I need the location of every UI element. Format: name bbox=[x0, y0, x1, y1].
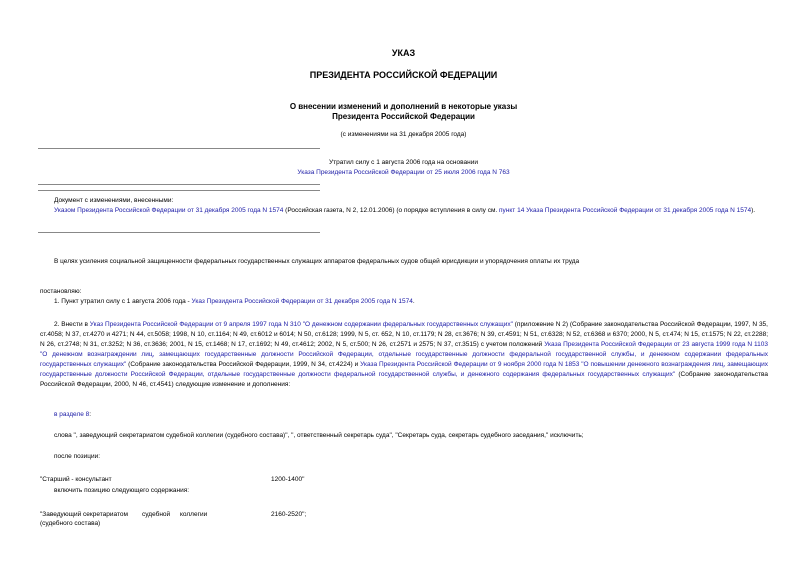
after-position-label: после позиции: bbox=[54, 453, 101, 460]
doc-issuer: ПРЕЗИДЕНТА РОССИЙСКОЙ ФЕДЕРАЦИИ bbox=[309, 70, 498, 80]
paragraph-2-link-3[interactable]: Указа Президента Российской Федерации от 9 ноября 2000 года N 1853 "О повышении денежного вознаграждения лиц, замещающих государственные должности Российской Федерации, отдельные государственные должности федеральной государственной службы, и денежного содержания федеральных государственных служащих" bbox=[40, 361, 768, 378]
changes-text-1: (Российская газета, N 2, 12.01.2006) (о порядке вступления в силу см. bbox=[283, 207, 500, 214]
paragraph-2-link-1[interactable]: Указ Президента Российской Федерации от 9 апреля 1997 года N 310 "О денежном содержании федеральных государственных служащих" bbox=[89, 321, 513, 328]
include-position-label: включить позицию следующего содержания: bbox=[54, 487, 190, 494]
section-8-link[interactable]: в разделе 8 bbox=[54, 411, 90, 418]
words-to-remove: слова ", заведующий секретариатом судебной коллегии (судебного состава)", ", ответственный секретарь суда", "Секретарь суда, секретарь судебного заседания," исключить; bbox=[54, 432, 584, 439]
position-2-name-b: судебной bbox=[142, 511, 171, 518]
divider bbox=[38, 148, 320, 149]
paragraph-2-link-2[interactable]: Указа Президента Российской Федерации от 23 августа 1999 года N 1103 "О денежном вознаграждении лиц, замещающих государственные должности Российской Федерации, отдельные государственные должности федеральной государственной службы, и денежном содержании федеральных государственных служащих" bbox=[40, 341, 768, 368]
section-reference bbox=[54, 410, 91, 420]
doc-heading-line1: О внесении изменений и дополнений в некоторые указы bbox=[289, 102, 518, 111]
paragraph-2-text-b: (приложение N 2) (Собрание законодательства Российской Федерации, 1997, N 35, ст.4058; N 37, ст.4270 и 4271; N 44, ст.5058; 1998, N 10, ст.1164; N 49, ст.6012 и 6014; N 50, ст.6128; 1999, N 5, ст. 652, N 10, ст.1179; N 28, ст.3676; N 39, ст.4591; N 51, ст.6328; N 52, ст.6368 и 6370; 2000, N 5, ст.474; N 15, ст.1575; N 22, ст.2288; N 26, ст.2748; N 31, ст.3252; N 36, ст.3636; 2001, N 15, ст.1468; N 17, ст.1692; N 49, ст.4612; 2002, N 5, ст.500; N 26, ст.2571 и 2575; N 37, ст.3515) с учетом положений bbox=[40, 321, 768, 348]
doc-title: УКАЗ bbox=[391, 48, 416, 58]
divider bbox=[38, 184, 320, 185]
section-end: : bbox=[89, 411, 92, 418]
paragraph-2-text-a: 2. Внести в bbox=[54, 321, 90, 328]
doc-heading-line2: Президента Российской Федерации bbox=[332, 112, 475, 121]
paragraph-1 bbox=[54, 297, 415, 307]
purpose-paragraph: В целях усиления социальной защищенности федеральных государственных служащих аппаратов федеральных судов общей юрисдикции и упорядочения оплаты их труда bbox=[54, 258, 580, 265]
edition-note: (с изменениями на 31 декабря 2005 года) bbox=[340, 131, 467, 138]
changes-intro: Документ с изменениями, внесенными: bbox=[54, 197, 174, 204]
paragraph-1-link[interactable]: Указ Президента Российской Федерации от 31 декабря 2005 года N 1574 bbox=[191, 298, 413, 305]
paragraph-1-end: . bbox=[412, 298, 415, 305]
decree-word: постановляю: bbox=[40, 288, 82, 295]
changes-link-2[interactable]: пункт 14 Указа Президента Российской Федерации от 31 декабря 2005 года N 1574 bbox=[499, 207, 752, 214]
position-2-name-c: коллегии bbox=[180, 511, 208, 518]
lost-force-link[interactable]: Указа Президента Российской Федерации от 25 июля 2006 года N 763 bbox=[297, 169, 510, 176]
lost-force-note: Утратил силу с 1 августа 2006 года на основании bbox=[329, 159, 478, 166]
changes-link-1[interactable]: Указом Президента Российской Федерации от 31 декабря 2005 года N 1574 bbox=[54, 207, 284, 214]
paragraph-2 bbox=[40, 320, 768, 390]
changes-text-2: ). bbox=[751, 207, 756, 214]
position-2-value: 2160-2520"; bbox=[271, 511, 307, 518]
changes-paragraph bbox=[40, 206, 770, 216]
paragraph-2-text-c: (Собрание законодательства Российской Федерации, 1999, N 34, ст.4224) и bbox=[126, 361, 361, 368]
divider bbox=[38, 190, 320, 191]
position-1-name: "Старший - консультант bbox=[40, 476, 112, 483]
position-1-value: 1200-1400" bbox=[271, 476, 305, 483]
paragraph-1-text: 1. Пункт утратил силу с 1 августа 2006 года - bbox=[54, 298, 192, 305]
divider bbox=[38, 232, 320, 233]
position-2-name-d: (судебного состава) bbox=[40, 520, 101, 527]
position-2-name-a: "Заведующий секретариатом bbox=[40, 511, 128, 518]
paragraph-2-text-d: (Собрание законодательства Российской Федерации, 2000, N 46, ст.4541) следующие изменение и дополнения: bbox=[40, 371, 768, 388]
